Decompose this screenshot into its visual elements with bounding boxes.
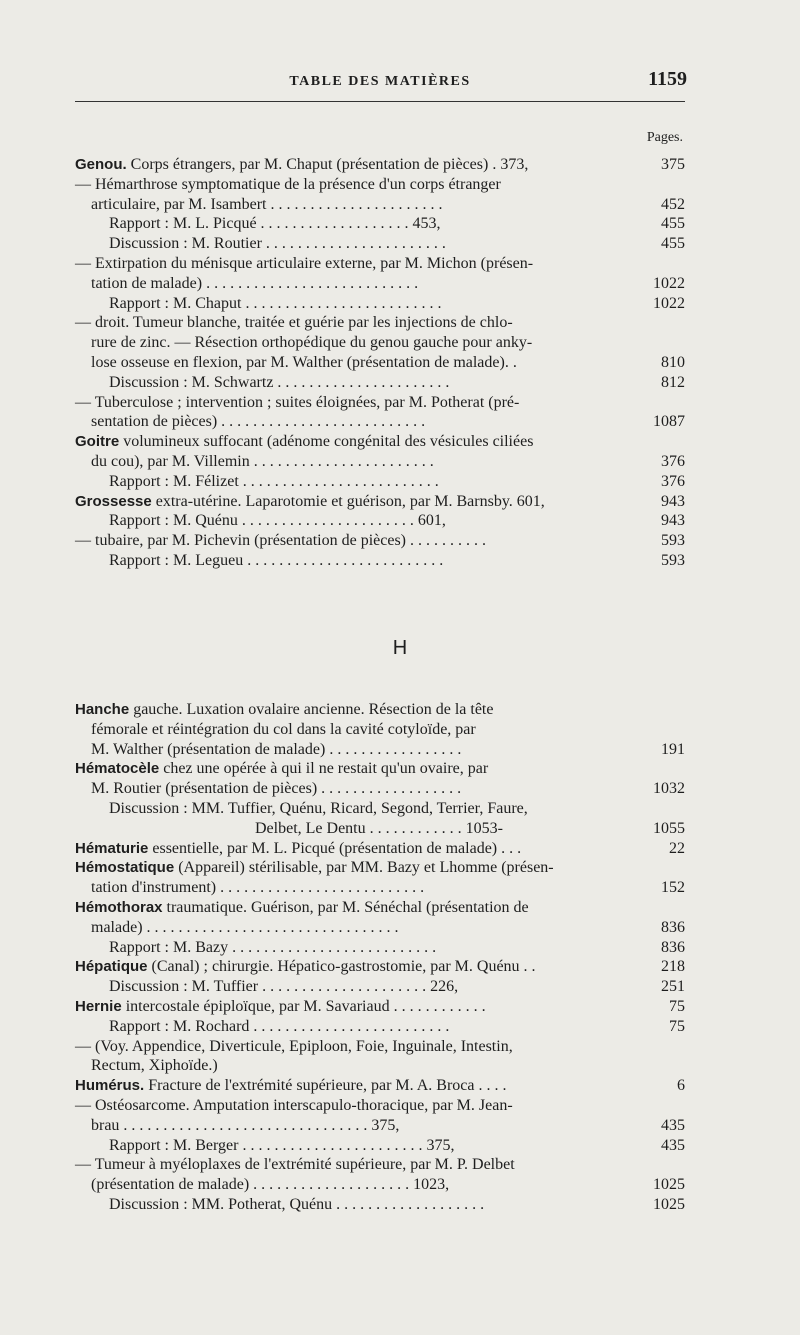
index-line-text: M. Walther (présentation de malade) . . . . . . . . . . . . . . . . . (91, 740, 462, 758)
index-line (75, 511, 685, 531)
index-line (75, 1155, 685, 1175)
index-line (75, 1195, 685, 1215)
index-line (75, 740, 685, 760)
index-line-text: sentation de pièces) . . . . . . . . . . . . . . . . . . . . . . . . . . (91, 413, 426, 431)
index-line (75, 938, 685, 958)
index-line-pages: 1032 (653, 780, 685, 798)
running-header (75, 66, 685, 96)
index-line-text: Delbet, Le Dentu . . . . . . . . . . . . 1053- (255, 819, 503, 837)
index-line (75, 1136, 685, 1156)
index-line-text: Humérus. Fracture de l'extrémité supérieure, par M. A. Broca . . . . (75, 1077, 507, 1095)
index-line-text: brau . . . . . . . . . . . . . . . . . . . . . . . . . . . . . . . 375, (91, 1116, 400, 1134)
index-line-pages: 376 (661, 472, 685, 490)
index-line (75, 977, 685, 997)
index-line-pages: 152 (661, 879, 685, 897)
index-line-text: Rapport : M. Berger . . . . . . . . . . . . . . . . . . . . . . . 375, (109, 1136, 455, 1154)
index-line-text: Hémothorax traumatique. Guérison, par M. Sénéchal (présentation de (75, 898, 529, 916)
index-line (75, 779, 685, 799)
index-line-pages: 836 (661, 938, 685, 956)
index-line-pages: 1022 (653, 294, 685, 312)
index-line-pages: 452 (661, 195, 685, 213)
index-line-text: Hernie intercostale épiploïque, par M. Savariaud . . . . . . . . . . . . (75, 997, 486, 1015)
index-line (75, 234, 685, 254)
index-line-text: Rectum, Xiphoïde.) (91, 1057, 218, 1075)
index-line (75, 1116, 685, 1136)
index-line-text: — tubaire, par M. Pichevin (présentation de pièces) . . . . . . . . . . (75, 532, 486, 550)
index-line-text: Discussion : M. Tuffier . . . . . . . . . . . . . . . . . . . . . 226, (109, 978, 459, 996)
index-line-pages: 593 (661, 551, 685, 569)
index-line-text: — Hémarthrose symptomatique de la présence d'un corps étranger (75, 175, 501, 193)
index-line (75, 1096, 685, 1116)
index-line-text: — Extirpation du ménisque articulaire externe, par M. Michon (présen- (75, 254, 534, 272)
index-line (75, 393, 685, 413)
index-line-text: lose osseuse en flexion, par M. Walther (présentation de malade). . (91, 353, 517, 371)
index-line-pages: 943 (661, 492, 685, 510)
index-line-pages: 1025 (653, 1176, 685, 1194)
index-line (75, 799, 685, 819)
index-line-text: Goitre volumineux suffocant (adénome congénital des vésicules ciliées (75, 433, 534, 451)
pages-column-label: Pages. (646, 130, 683, 145)
index-line-text: Hanche gauche. Luxation ovalaire ancienne. Résection de la tête (75, 701, 494, 718)
index-line-pages: 455 (661, 235, 685, 253)
index-line-text: M. Routier (présentation de pièces) . . . . . . . . . . . . . . . . . . (91, 780, 462, 798)
section-g-entries (75, 155, 685, 571)
index-line-text: Rapport : M. Bazy . . . . . . . . . . . . . . . . . . . . . . . . . . (109, 938, 437, 956)
index-line-text: Rapport : M. Félizet . . . . . . . . . . . . . . . . . . . . . . . . . (109, 472, 439, 490)
header-title: TABLE DES MATIÈRES (289, 74, 471, 89)
index-line-pages: 75 (669, 1017, 685, 1035)
index-line (75, 353, 685, 373)
index-line (75, 957, 685, 977)
index-line-pages: 435 (661, 1116, 685, 1134)
index-line (75, 1017, 685, 1037)
index-line (75, 551, 685, 571)
index-line-text: Genou. Corps étrangers, par M. Chaput (présentation de pièces) . 373, (75, 156, 529, 173)
index-line (75, 898, 685, 918)
index-line (75, 214, 685, 234)
index-line (75, 531, 685, 551)
index-line-pages: 218 (661, 958, 685, 976)
index-line (75, 155, 685, 175)
index-line-text: Hémostatique (Appareil) stérilisable, par MM. Bazy et Lhomme (présen- (75, 859, 554, 877)
index-line-pages: 6 (677, 1077, 685, 1095)
index-line-text: articulaire, par M. Isambert . . . . . . . . . . . . . . . . . . . . . . (91, 195, 443, 213)
index-line-pages: 191 (661, 740, 685, 758)
index-line-text: Discussion : M. Routier . . . . . . . . . . . . . . . . . . . . . . . (109, 235, 446, 253)
index-line (75, 918, 685, 938)
index-line-pages: 251 (661, 978, 685, 996)
index-line (75, 839, 685, 859)
index-line-pages: 455 (661, 215, 685, 233)
index-line (75, 858, 685, 878)
index-line (75, 472, 685, 492)
index-line-text: tation d'instrument) . . . . . . . . . . . . . . . . . . . . . . . . . . (91, 879, 425, 897)
index-line (75, 1056, 685, 1076)
index-line-text: Hématocèle chez une opérée à qui il ne restait qu'un ovaire, par (75, 760, 489, 778)
index-line-text: Discussion : MM. Potherat, Quénu . . . . . . . . . . . . . . . . . . . (109, 1195, 485, 1213)
index-line-pages: 810 (661, 353, 685, 371)
index-line (75, 1175, 685, 1195)
index-line (75, 819, 685, 839)
section-h-entries (75, 700, 685, 1215)
index-line-text: (présentation de malade) . . . . . . . . . . . . . . . . . . . . 1023, (91, 1176, 450, 1194)
index-line-text: Rapport : M. Rochard . . . . . . . . . . . . . . . . . . . . . . . . . (109, 1017, 450, 1035)
index-line (75, 720, 685, 740)
index-line (75, 333, 685, 353)
index-line-text: Rapport : M. Legueu . . . . . . . . . . . . . . . . . . . . . . . . . (109, 551, 444, 569)
index-line-text: Discussion : M. Schwartz . . . . . . . . . . . . . . . . . . . . . . (109, 373, 450, 391)
index-line-text: — Tumeur à myéloplaxes de l'extrémité supérieure, par M. P. Delbet (75, 1156, 515, 1174)
index-line-text: — droit. Tumeur blanche, traitée et guérie par les injections de chlo- (75, 314, 513, 332)
index-line-pages: 812 (661, 373, 685, 391)
index-line-text: Rapport : M. Chaput . . . . . . . . . . . . . . . . . . . . . . . . . (109, 294, 442, 312)
index-line-pages: 943 (661, 512, 685, 530)
index-line (75, 1037, 685, 1057)
index-line-pages: 75 (669, 997, 685, 1015)
index-line (75, 373, 685, 393)
index-line (75, 997, 685, 1017)
index-line-pages: 1055 (653, 819, 685, 837)
index-line-pages: 435 (661, 1136, 685, 1154)
index-line-pages: 1025 (653, 1195, 685, 1213)
index-line-pages: 376 (661, 452, 685, 470)
index-line-text: fémorale et réintégration du col dans la cavité cotyloïde, par (91, 720, 476, 738)
index-line-text: malade) . . . . . . . . . . . . . . . . . . . . . . . . . . . . . . . . (91, 918, 399, 936)
page-number: 1159 (648, 68, 687, 90)
index-line-pages: 22 (669, 839, 685, 857)
index-line-text: Grossesse extra-utérine. Laparotomie et guérison, par M. Barnsby. 601, (75, 492, 545, 510)
index-line-text: rure de zinc. — Résection orthopédique du genou gauche pour anky- (91, 334, 533, 352)
index-line-text: Hématurie essentielle, par M. L. Picqué (présentation de malade) . . . (75, 839, 522, 857)
header-rule (75, 101, 685, 102)
index-line-text: du cou), par M. Villemin . . . . . . . . . . . . . . . . . . . . . . . (91, 452, 434, 470)
index-line (75, 175, 685, 195)
index-line-pages: 1022 (653, 274, 685, 292)
index-line (75, 195, 685, 215)
index-line (75, 313, 685, 333)
index-line (75, 1076, 685, 1096)
index-line (75, 700, 685, 720)
index-line (75, 759, 685, 779)
index-line (75, 432, 685, 452)
index-line-pages: 593 (661, 532, 685, 550)
index-line-text: Rapport : M. Quénu . . . . . . . . . . . . . . . . . . . . . . 601, (109, 512, 446, 530)
index-line (75, 492, 685, 512)
index-line (75, 294, 685, 314)
index-line (75, 274, 685, 294)
index-line (75, 412, 685, 432)
index-line (75, 452, 685, 472)
index-line (75, 878, 685, 898)
index-line-text: — Ostéosarcome. Amputation interscapulo-thoracique, par M. Jean- (75, 1096, 513, 1114)
index-line-pages: 375 (661, 156, 685, 173)
index-line-pages: 1087 (653, 413, 685, 431)
index-line-pages: 836 (661, 918, 685, 936)
index-line-text: — (Voy. Appendice, Diverticule, Epiploon, Foie, Inguinale, Intestin, (75, 1037, 513, 1055)
index-line-text: Discussion : MM. Tuffier, Quénu, Ricard, Segond, Terrier, Faure, (109, 799, 528, 817)
section-letter-heading: H (392, 637, 408, 659)
index-line-text: Hépatique (Canal) ; chirurgie. Hépatico-gastrostomie, par M. Quénu . . (75, 958, 536, 976)
index-line (75, 254, 685, 274)
index-line-text: Rapport : M. L. Picqué . . . . . . . . . . . . . . . . . . . 453, (109, 215, 441, 233)
index-line-text: tation de malade) . . . . . . . . . . . . . . . . . . . . . . . . . . . (91, 274, 419, 292)
index-line-text: — Tuberculose ; intervention ; suites éloignées, par M. Potherat (pré- (75, 393, 520, 411)
